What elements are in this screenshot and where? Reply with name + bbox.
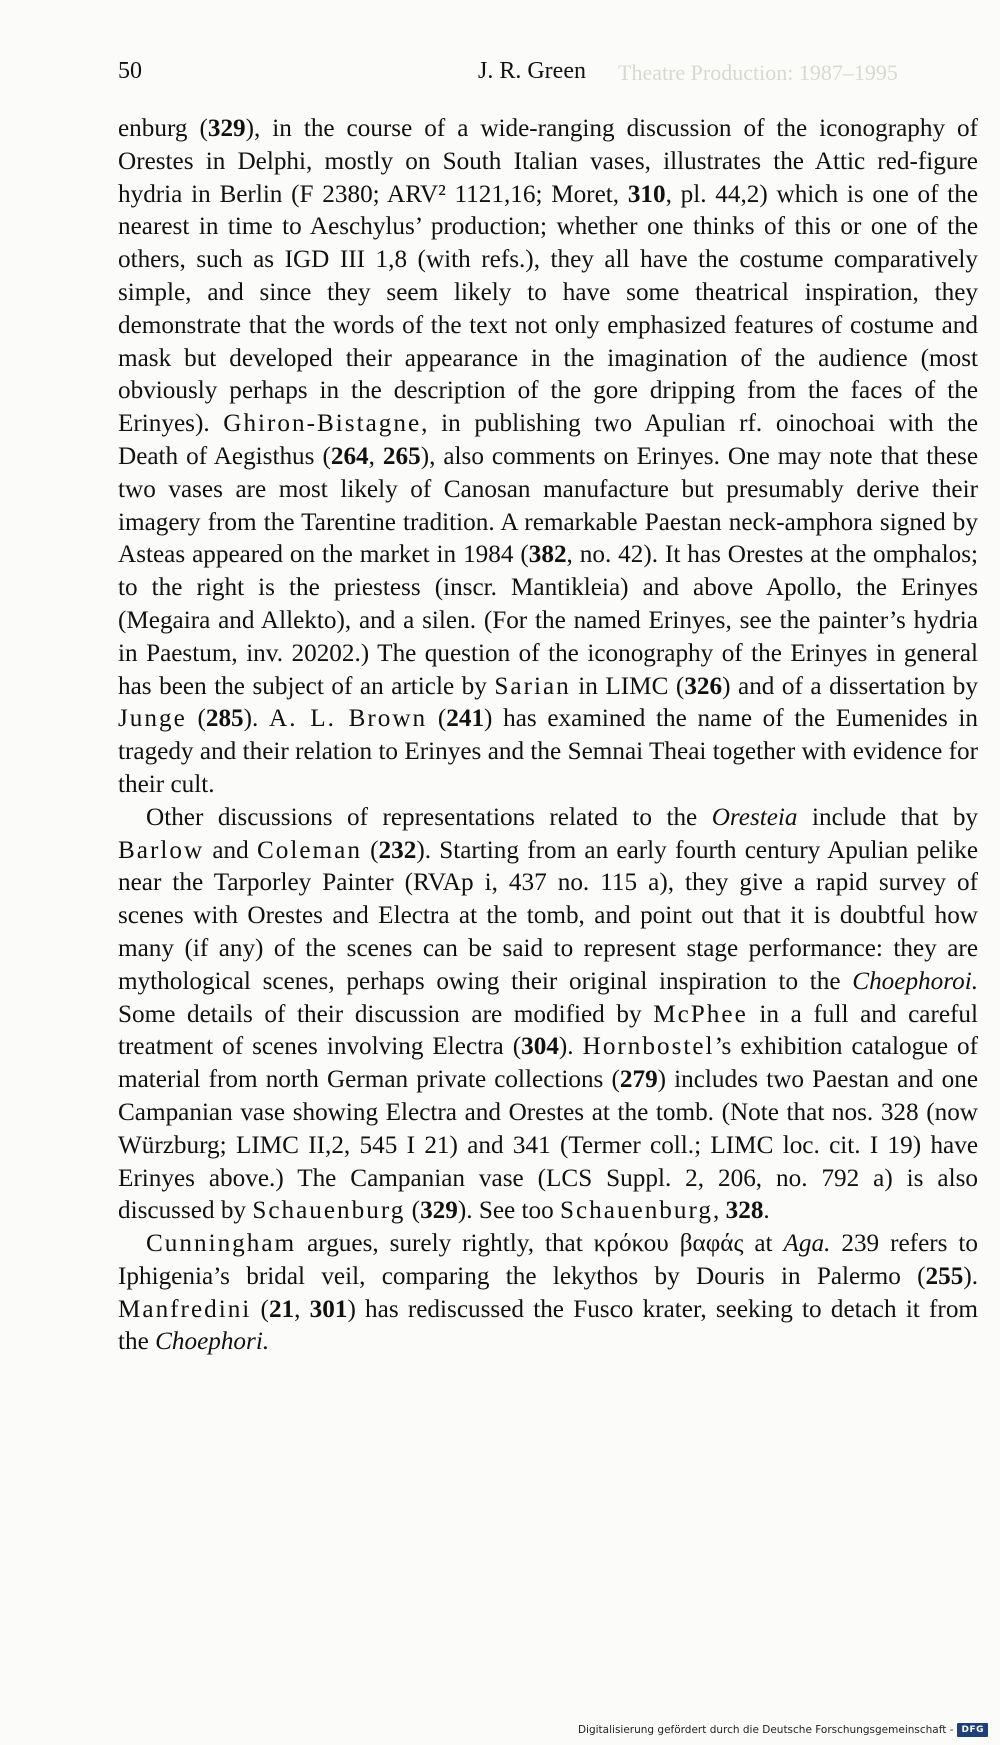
text-run: ’s exhibition catalogue of material from north German private collections ( [118, 1033, 979, 1094]
author-name: J. R. Green [478, 58, 586, 84]
text-run: , [713, 1197, 726, 1225]
body-text [118, 113, 978, 1359]
text-run: ), in the course of a wide-ranging discussion of the iconography of Orestes in Delphi, mostly on South Italian vases, illustrates the Attic red-figure hydria in Berlin (F 2380; ARV² 1121,16; Moret, [118, 115, 979, 208]
credit-text: Digitalisierung gefördert durch die Deutsche Forschungsgemeinschaft - [577, 1724, 954, 1736]
text-run: ). [243, 705, 270, 733]
catalogue-number: 382 [528, 541, 567, 569]
bleed-through-header: Theatre Production: 1987–1995 [618, 60, 898, 85]
catalogue-number: 241 [446, 705, 485, 733]
paragraph [118, 802, 978, 1228]
text-run: ( [361, 836, 379, 864]
catalogue-number: 301 [309, 1295, 348, 1323]
paragraph [118, 113, 978, 802]
author-reference: Ghiron-Bistagne [223, 410, 422, 438]
author-reference: Junge [118, 705, 187, 733]
text-run: , [368, 442, 383, 470]
author-reference: Schauenburg [252, 1197, 406, 1225]
text-run: . [763, 1197, 770, 1225]
catalogue-number: 326 [684, 672, 723, 700]
text-run: ), also comments on Erinyes. One may note that these two vases are most likely of Canosan manufacture but presumably derive their imagery from the Tarentine tradition. A remarkable Paestan neck-amphora signed by Asteas appeared on the market in 1984 ( [118, 442, 979, 569]
page-number: 50 [118, 58, 142, 84]
author-reference: Barlow [118, 836, 205, 864]
author-reference: A. L. Brown [269, 705, 428, 733]
text-run: ) has rediscussed the Fusco krater, seeking to detach it from the [118, 1295, 979, 1356]
author-reference: Schauenburg [559, 1197, 714, 1225]
author-reference: Coleman [256, 836, 362, 864]
text-run: include that by [797, 803, 979, 831]
author-reference: Cunningham [146, 1230, 297, 1258]
digitization-credit [578, 1723, 988, 1737]
text-run: and [204, 836, 257, 864]
catalogue-number: 304 [521, 1033, 559, 1061]
catalogue-number: 264 [330, 442, 369, 470]
text-run: ( [427, 705, 447, 733]
text-run: ). [558, 1033, 583, 1061]
italic-title: Choephori. [155, 1328, 270, 1356]
author-reference: Hornbostel [582, 1033, 715, 1061]
catalogue-number: 310 [627, 180, 666, 208]
text-run: , [294, 1295, 310, 1323]
running-head [118, 58, 980, 98]
catalogue-number: 328 [725, 1197, 764, 1225]
text-run: 239 refers to Iphigenia’s bridal veil, comparing the lekythos by Douris in Palermo ( [118, 1230, 978, 1290]
catalogue-number: 285 [205, 705, 244, 733]
text-run: ). Starting from an early fourth century Apulian pelike near the Tarporley Painter (RVAp i, 437 no. 115 a), they give a rapid survey of scenes with Orestes and Electra at the tomb, and point out that it is doubtful how many (if any) of the scenes can be said to represent stage performance: they are mythological scenes, perhaps owing their original inspiration to the [118, 836, 979, 995]
italic-title: Aga. [783, 1230, 831, 1258]
text-run: ) and of a dissertation by [722, 672, 978, 700]
text-run: , in publishing two Apulian rf. oinochoai with the Death of Aegisthus ( [118, 410, 978, 470]
text-run: ( [251, 1295, 269, 1323]
catalogue-number: 232 [378, 836, 417, 864]
text-run: ). See too [457, 1197, 560, 1225]
text-run: in LIMC ( [570, 672, 685, 700]
italic-title: Oresteia [711, 803, 798, 831]
text-run: enburg ( [118, 115, 208, 142]
text-run: Some details of their discussion are modified by [118, 1000, 654, 1028]
text-run: ) includes two Paestan and one Campanian vase showing Electra and Orestes at the tomb. (Note that nos. 328 (now Würzburg; LIMC II,2, 545 I 21) and 341 (Termer coll.; LIMC loc. cit. I 19) have Erinyes above.) The Campanian vase (LCS Suppl. 2, 206, no. 792 a) is also discussed by [118, 1066, 978, 1225]
text-run: in a full and careful treatment of scenes involving Electra ( [118, 1000, 978, 1061]
catalogue-number: 329 [420, 1197, 458, 1225]
text-run: , pl. 44,2) which is one of the nearest in time to Aeschylus’ production; whether one thinks of this or one of the others, such as IGD III 1,8 (with refs.), they all have the costume comparatively simple, and since they seem likely to have some theatrical inspiration, they demonstrate that the words of the text not only emphasized features of costume and mask but developed their appearance in the imagination of the audience (most obviously perhaps in the description of the gore dripping from the faces of the Erinyes). [118, 180, 979, 438]
author-reference: McPhee [653, 1000, 748, 1028]
text-run: ( [186, 705, 206, 733]
text-run: Other discussions of representations related to the [146, 803, 712, 831]
author-reference: Manfredini [118, 1295, 252, 1323]
text-run: ( [405, 1197, 421, 1225]
catalogue-number: 255 [925, 1262, 964, 1290]
author-reference: Sarian [494, 672, 571, 700]
text-run: , no. 42). It has Orestes at the omphalos; to the right is the priestess (inscr. Mantikleia) and above Apollo, the Erinyes (Megaira and Allekto), and a silen. (For the named Erinyes, see the painter’s hydria in Paestum, inv. 20202.) The question of the iconography of the Erinyes in general has been the subject of an article by [118, 541, 978, 700]
catalogue-number: 329 [207, 115, 246, 142]
text-run: ). [963, 1262, 978, 1290]
dfg-logo-icon: DFG [957, 1723, 988, 1737]
text-run: ) has examined the name of the Eumenides in tragedy and their relation to Erinyes and the Semnai Theai together with evidence for their cult. [118, 705, 979, 798]
catalogue-number: 279 [619, 1066, 658, 1094]
paragraph [118, 1228, 978, 1359]
catalogue-number: 265 [382, 442, 421, 470]
italic-title: Choephoroi. [852, 967, 978, 995]
text-run: argues, surely rightly, that κρόκου βαφάς at [296, 1230, 784, 1258]
catalogue-number: 21 [268, 1295, 295, 1323]
